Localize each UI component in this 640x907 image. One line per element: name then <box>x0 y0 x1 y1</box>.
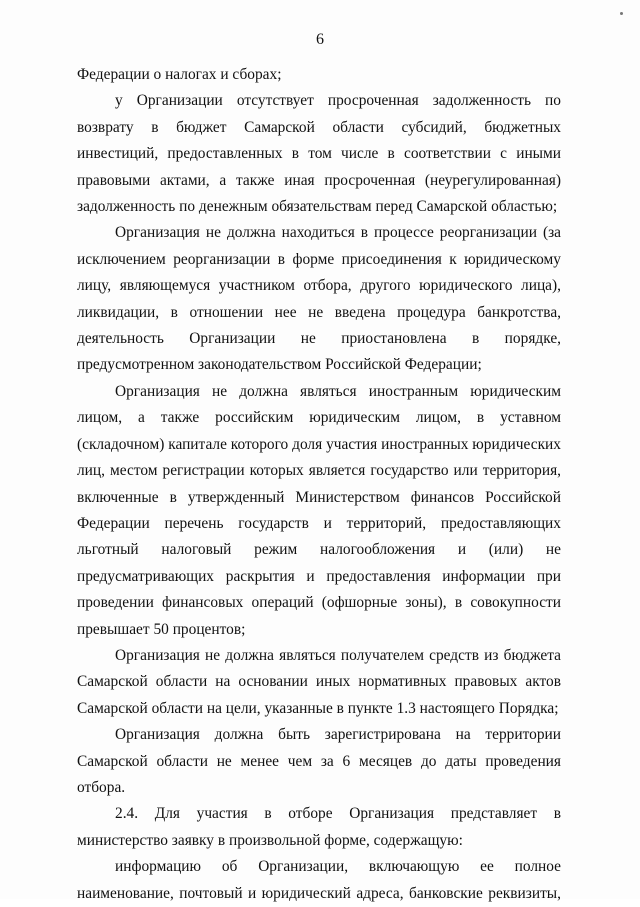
paragraph-organization-info: информацию об Организации, включающую ее полное наименование, почтовый и юридический адреса, банковские реквизиты, <box>77 858 561 902</box>
scan-speck <box>620 12 623 15</box>
paragraph-no-reorganization: Организация не должна находиться в процессе реорганизации (за исключением реорганизации в форме присоединения к юридическому лицу, являющемуся участником отбора, другого юридического лица), ликвидации, в отношении нее не введена процедура банкротства, деятельность Организации не приостановлена в порядке, предусмотренном законодательством Российской Федерации; <box>77 224 561 374</box>
paragraph-not-foreign-entity: Организация не должна являться иностранным юридическим лицом, а также российским юридическим лицом, в уставном (складочном) капитале которого доля участия иностранных юридических лиц, местом регистрации которых является государство или территория, включенные в утвержденный Министерством финансов Российской Федерации перечень государств и территорий, предоставляющих льготный налоговый режим налогообложения и (или) не предусматривающих раскрытия и предоставления информации при проведении финансовых операций (офшорные зоны), в совокупности превышает 50 процентов; <box>77 382 561 638</box>
paragraph-not-budget-recipient: Организация не должна являться получателем средств из бюджета Самарской области на основании иных нормативных правовых актов Самарской области на цели, указанные в пункте 1.3 настоящего Порядка; <box>77 646 561 717</box>
paragraph-registered-in-region: Организация должна быть зарегистрирована на территории Самарской области не менее чем за 6 месяцев до даты проведения отбора. <box>77 726 561 796</box>
page-number: 6 <box>316 31 324 48</box>
paragraph-federation-taxes: Федерации о налогах и сборах; <box>77 66 282 83</box>
paragraph-section-2-4: 2.4. Для участия в отборе Организация представляет в министерство заявку в произвольной форме, содержащую: <box>77 805 561 849</box>
document-body <box>77 62 561 907</box>
paragraph-no-overdue-debt: у Организации отсутствует просроченная задолженность по возврату в бюджет Самарской области субсидий, бюджетных инвестиций, предоставленных в том числе в соответствии с иными правовыми актами, а также иная просроченная (неурегулированная) задолженность по денежным обязательствам перед Самарской областью; <box>77 92 561 216</box>
